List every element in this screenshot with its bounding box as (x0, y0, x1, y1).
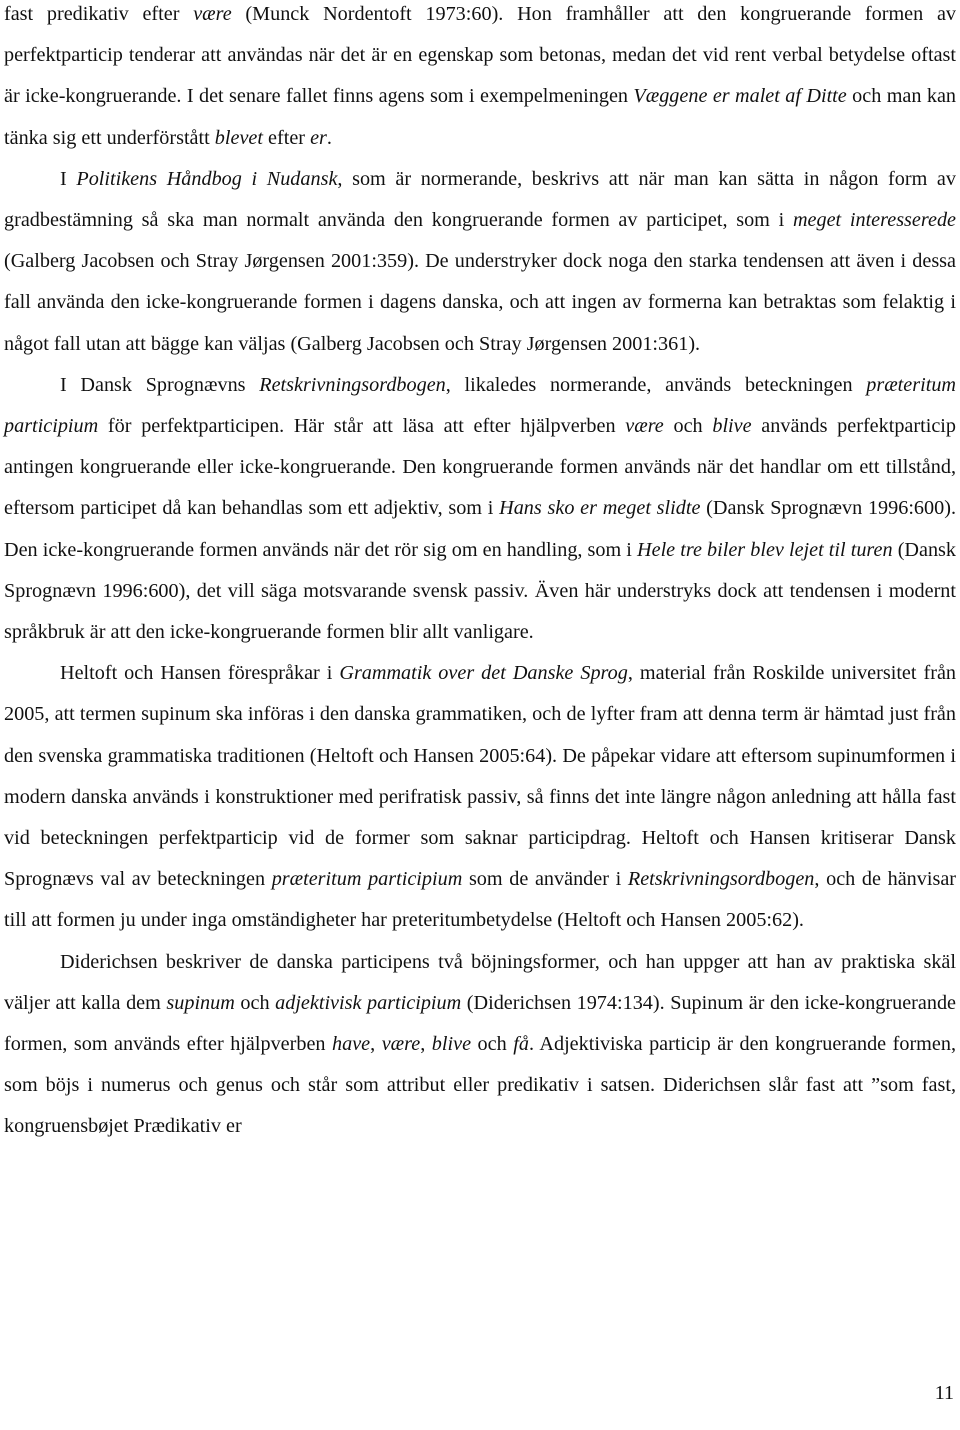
italic-term: blive (431, 1033, 472, 1056)
italic-term: være (193, 3, 232, 25)
text-run: och (663, 415, 713, 438)
italic-term: være (381, 1033, 421, 1056)
text-run: Heltoft och Hansen förespråkar i (60, 662, 340, 685)
paragraph-5 (4, 942, 956, 1148)
text-run: , och de hänvisar till att formen ju under inga omständigheter har preteritumbetydelse (Heltoft och Hansen 2005:62). (4, 868, 957, 932)
text-run: efter (263, 126, 311, 149)
italic-term: er (310, 126, 327, 149)
text-run: för perfektparticipen. Här står att läsa att efter hjälpverben (98, 415, 626, 438)
italic-term: supinum (166, 991, 235, 1014)
italic-term: præteritum participium (4, 373, 956, 438)
text-run: , likaledes normerande, används beteckningen (445, 373, 867, 396)
text-run: som de använder i (462, 868, 628, 891)
text-run: och (471, 1033, 514, 1056)
text-run: , (370, 1033, 382, 1056)
italic-term: Grammatik over det Danske Sprog (339, 662, 628, 685)
italic-term: Retskrivningsordbogen (259, 373, 446, 396)
text-run: och (234, 991, 276, 1014)
italic-term: Hele tre biler blev lejet til turen (637, 538, 893, 561)
text-run: I Dansk Sprognævns (60, 373, 260, 396)
text-run: (Munck Nordentoft 1973:60). Hon framhåller att den kongruerande formen av perfektparticip tenderar att användas när det är en egenskap som betonas, medan det vid rent verbal betydelse oftast är icke-kongruerande. I det senare fallet finns agens som i exempelmeningen (4, 3, 956, 108)
text-run: , material från Roskilde universitet från 2005, att termen supinum ska införas i den danska grammatiken, och de lyfter fram att denna term är hämtad just från den svenska grammatiska traditionen (Heltoft och Hansen 2005:64). De påpekar vidare att eftersom supinumformen i modern danska används i konstruktioner med perifratisk passiv, så finns det inte längre någon anledning att hålla fast vid beteckningen perfektparticip vid de former som saknar participdrag. Heltoft och Hansen kritiserar Dansk Sprognævs val av beteckningen (4, 662, 956, 891)
text-run: (Galberg Jacobsen och Stray Jørgensen 2001:359). De understryker dock noga den starka tendensen att även i dessa fall använda den icke-kongruerande formen i dagens danska, och att ingen av formerna kan betraktas som felaktig i något fall utan att bägge kan väljas (Galberg Jacobsen och Stray Jørgensen 2001:361). (4, 250, 956, 355)
paragraph-3 (4, 365, 956, 653)
italic-term: blive (712, 415, 752, 438)
text-run: , som är normerande, beskrivs att när man kan sätta in någon form av gradbestämning så ska man normalt använda den kongruerande formen av participet, som i (4, 167, 956, 232)
italic-term: Hans sko er meget slidte (499, 497, 701, 520)
text-run: . Adjektiviska particip är den kongruerande formen, som böjs i numerus och genus och står som attribut eller predikativ i satsen. Diderichsen slår fast att ”som fast, kongruensbøjet Prædikativ er (4, 1033, 956, 1138)
text-run: och man kan tänka sig ett underförstått (4, 85, 956, 149)
text-run: (Dansk Sprognævn 1996:600), det vill säga motsvarande svensk passiv. Även här understryks dock att tendensen i modernt språkbruk är att den icke-kongruerande formen blir allt vanligare. (4, 538, 956, 644)
paragraph-4 (4, 653, 956, 941)
text-run: , (420, 1033, 432, 1056)
italic-term: adjektivisk participium (275, 991, 462, 1014)
text-run: I (60, 167, 77, 190)
text-run: . (326, 126, 332, 149)
text-run: (Diderichsen 1974:134). Supinum är den icke-kongruerande formen, som används efter hjälpverben (4, 991, 956, 1056)
text-run: Diderichsen beskriver de danska participens två böjningsformer, och han uppger att han av praktiska skäl väljer att kalla dem (4, 950, 956, 1014)
italic-term: være (625, 415, 664, 438)
italic-term: meget interesserede (792, 209, 956, 232)
page-number: 11 (934, 1382, 954, 1404)
italic-term: have (332, 1033, 371, 1056)
text-run: fast predikativ efter (4, 3, 194, 25)
text-run: används perfektparticip antingen kongruerande eller icke-kongruerande. Den kongruerande formen används när det handlar om ett tillstånd, eftersom participet då kan behandlas som ett adjektiv, som i (4, 415, 956, 520)
italic-term: Væggene er malet af Ditte (633, 85, 847, 108)
paragraph-2 (4, 159, 956, 365)
italic-term: blevet (214, 126, 263, 149)
italic-term: Politikens Håndbog i Nudansk (76, 167, 338, 190)
italic-term: Retskrivningsordbogen (627, 868, 815, 891)
italic-term: præteritum participium (271, 868, 463, 891)
italic-term: få (513, 1033, 529, 1056)
body-text (4, 0, 956, 1148)
text-run: (Dansk Sprognævn 1996:600). Den icke-kongruerande formen används när det rör sig om en handling, som i (4, 497, 956, 561)
paragraph-1 (4, 0, 956, 159)
document-page (4, 0, 956, 1148)
